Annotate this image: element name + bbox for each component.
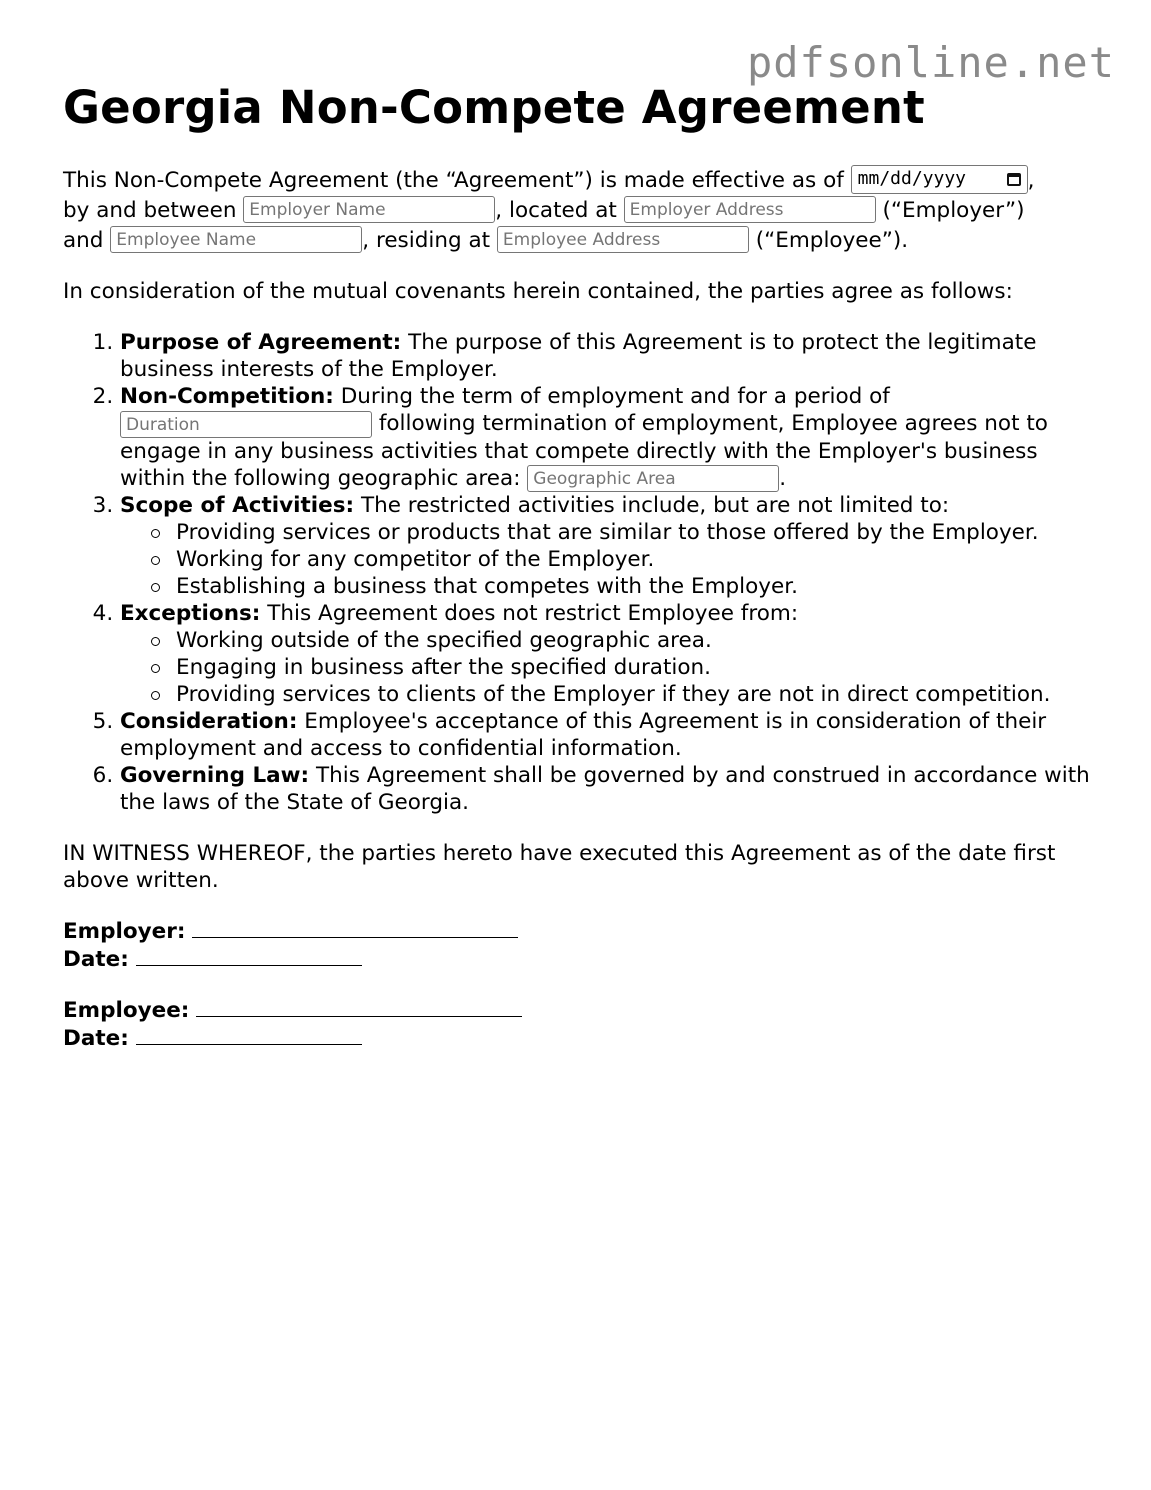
section-text: This Agreement does not restrict Employee from: xyxy=(260,601,799,626)
employee-signature-blank[interactable] xyxy=(196,996,522,1017)
effective-date-input[interactable] xyxy=(851,165,1028,194)
employee-name-input[interactable]: Employee Name xyxy=(110,226,362,253)
intro-text-2: , xyxy=(1027,168,1035,193)
list-item: Working for any competitor of the Employer. xyxy=(176,546,1093,573)
list-item: Providing services to clients of the Employer if they are not in direct competition. xyxy=(176,681,1093,708)
list-item: Working outside of the specified geographic area. xyxy=(176,627,1093,654)
list-item: Establishing a business that competes with the Employer. xyxy=(176,573,1093,600)
intro-text-3: by and between xyxy=(63,198,244,223)
section-text: Employee's acceptance of this Agreement is in consideration of their employment and access to confidential information. xyxy=(120,709,1047,761)
intro-text-7: , residing at xyxy=(362,228,497,253)
consideration-paragraph: In consideration of the mutual covenants herein contained, the parties agree as follows: xyxy=(63,279,1013,304)
employer-date-label: Date: xyxy=(63,947,129,972)
section-governing-law xyxy=(120,762,1093,816)
intro-text-6: and xyxy=(63,228,111,253)
section-text: following termination of employment, Employee agrees not to engage in any business activities that compete directly with the Employer's business within the following geographic area: xyxy=(120,411,1048,491)
document-title: Georgia Non-Compete Agreement xyxy=(63,81,925,134)
section-noncompetition xyxy=(120,383,1093,492)
agreement-sections-list xyxy=(63,329,1093,816)
section-heading: Scope of Activities: xyxy=(120,493,355,518)
list-item: Engaging in business after the specified duration. xyxy=(176,654,1093,681)
employee-signature-line xyxy=(63,996,1093,1024)
section-text: This Agreement shall be governed by and construed in accordance with the laws of the State of Georgia. xyxy=(120,763,1090,815)
employee-date-blank[interactable] xyxy=(136,1024,362,1045)
employer-signature-block xyxy=(63,917,1093,973)
intro-paragraph xyxy=(63,166,1093,256)
list-item: Providing services or products that are similar to those offered by the Employer. xyxy=(176,519,1093,546)
date-placeholder: mm/dd/yyyy xyxy=(857,168,967,189)
section-heading: Consideration: xyxy=(120,709,298,734)
duration-input[interactable]: Duration xyxy=(120,411,372,438)
section-exceptions xyxy=(120,600,1093,708)
section-purpose xyxy=(120,329,1093,383)
employee-signature-block xyxy=(63,996,1093,1052)
employer-signature-line xyxy=(63,917,1093,945)
calendar-icon[interactable] xyxy=(1007,173,1021,186)
intro-text-4: , located at xyxy=(495,198,624,223)
section-heading: Governing Law: xyxy=(120,763,310,788)
section-text: The restricted activities include, but are not limited to: xyxy=(354,493,950,518)
intro-text-1: This Non-Compete Agreement (the “Agreement”) is made effective as of xyxy=(63,168,851,193)
employer-date-line xyxy=(63,945,1093,973)
employer-signature-label: Employer: xyxy=(63,919,186,944)
watermark: pdfsonline.net xyxy=(746,38,1115,87)
section-heading: Purpose of Agreement: xyxy=(120,330,402,355)
geographic-area-input[interactable]: Geographic Area xyxy=(527,465,779,492)
section-consideration xyxy=(120,708,1093,762)
intro-text-8: (“Employee”). xyxy=(748,228,909,253)
section-text: . xyxy=(779,465,787,491)
intro-text-5: (“Employer”) xyxy=(875,198,1025,223)
employee-date-label: Date: xyxy=(63,1026,129,1051)
employee-signature-label: Employee: xyxy=(63,998,190,1023)
employer-address-input[interactable]: Employer Address xyxy=(624,196,876,223)
scope-list xyxy=(120,519,1093,600)
employer-signature-blank[interactable] xyxy=(192,917,518,938)
employee-date-line xyxy=(63,1024,1093,1052)
exceptions-list xyxy=(120,627,1093,708)
section-text: During the term of employment and for a period of xyxy=(333,384,890,409)
section-heading: Non-Competition: xyxy=(120,384,334,409)
section-text: The purpose of this Agreement is to protect the legitimate business interests of the Employer. xyxy=(120,330,1037,382)
document-page xyxy=(63,78,1093,1052)
section-heading: Exceptions: xyxy=(120,601,261,626)
employer-date-blank[interactable] xyxy=(136,945,362,966)
employer-name-input[interactable]: Employer Name xyxy=(243,196,495,223)
witness-paragraph: IN WITNESS WHEREOF, the parties hereto have executed this Agreement as of the date first above written. xyxy=(63,841,1056,893)
employee-address-input[interactable]: Employee Address xyxy=(497,226,749,253)
section-scope xyxy=(120,492,1093,600)
